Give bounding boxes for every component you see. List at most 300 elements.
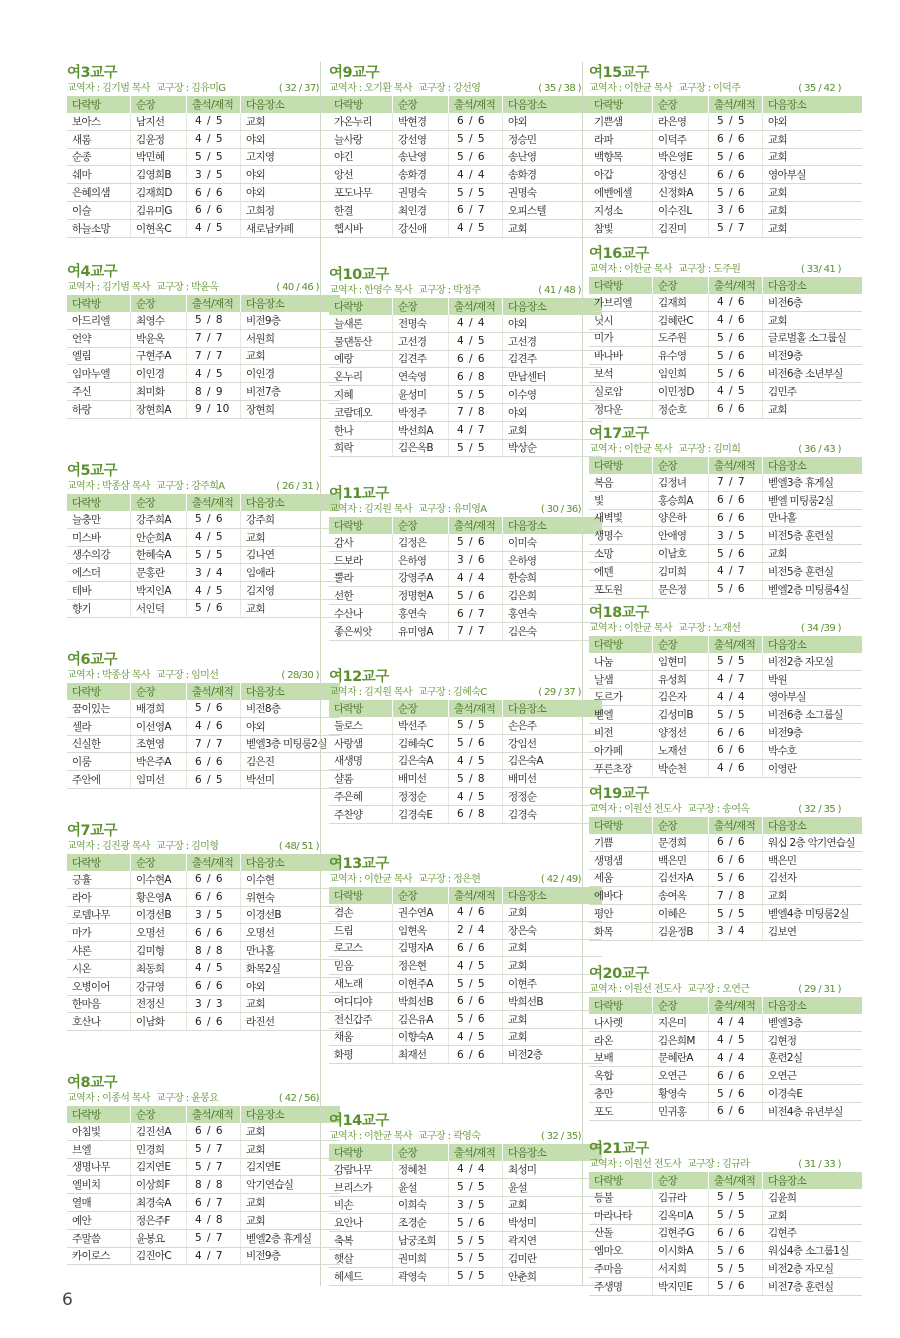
- group-table: [329, 887, 602, 1064]
- group-name-cell: 한나: [329, 421, 393, 439]
- attendance-cell: 6 / 6: [709, 1224, 763, 1242]
- group-name-cell: 은혜의샘: [67, 184, 131, 202]
- attendance-cell: 6 / 6: [709, 724, 763, 742]
- group-name-cell: 소망: [589, 545, 653, 563]
- group-name-cell: 비전: [589, 724, 653, 742]
- attendance-cell: 3 / 5: [449, 1196, 503, 1214]
- district-title: 여7교구: [67, 823, 118, 839]
- leader-name-cell: 송여옥: [653, 887, 709, 905]
- leader-name-cell: 박현경: [393, 113, 449, 130]
- district-title: 여6교구: [67, 652, 118, 668]
- attendance-cell: 4 / 7: [709, 670, 763, 688]
- table-row: [67, 924, 340, 942]
- attendance-cell: 4 / 5: [187, 365, 241, 383]
- attendance-cell: 4 / 7: [709, 562, 763, 580]
- table-header-row: [67, 96, 340, 113]
- leader-label: 교구장 : 김규라: [687, 1159, 750, 1170]
- leader-name-cell: 김경숙E: [393, 805, 449, 823]
- leader-name-cell: 강규영: [131, 977, 187, 995]
- group-name-cell: 주안에: [67, 771, 131, 789]
- leader-name-cell: 김진미: [653, 219, 709, 237]
- column-header: 출석/재적: [187, 96, 241, 113]
- next-place-cell: 백은민: [763, 851, 863, 869]
- next-place-cell: 김은숙: [503, 622, 603, 640]
- next-place-cell: 박성미: [503, 1214, 603, 1232]
- leader-name-cell: 김재희D: [131, 184, 187, 202]
- group-name-cell: 새벽빛: [589, 509, 653, 527]
- district-meta: [67, 669, 325, 682]
- table-row: [329, 534, 602, 551]
- table-row: [329, 166, 602, 184]
- group-name-cell: 수산나: [329, 605, 393, 623]
- column-header: 다음장소: [763, 277, 863, 294]
- attendance-cell: 5 / 6: [187, 700, 241, 717]
- table-header-row: [67, 683, 340, 700]
- leader-name-cell: 은하영: [393, 551, 449, 569]
- table-row: [589, 545, 862, 563]
- table-row: [589, 706, 862, 724]
- table-row: [589, 148, 862, 166]
- next-place-cell: 김현정: [763, 1031, 863, 1049]
- next-place-cell: 김현주: [763, 1224, 863, 1242]
- table-row: [589, 113, 862, 130]
- next-place-cell: 교회: [503, 1028, 603, 1046]
- attendance-cell: 6 / 6: [709, 741, 763, 759]
- attendance-ratio: ( 28/30 ): [281, 670, 319, 681]
- attendance-ratio: ( 33/ 41 ): [800, 264, 841, 275]
- attendance-cell: 3 / 4: [187, 564, 241, 582]
- group-name-cell: 하늘소망: [67, 219, 131, 237]
- group-name-cell: 아가페: [589, 741, 653, 759]
- table-row: [589, 562, 862, 580]
- table-row: [329, 386, 602, 404]
- table-row: [329, 148, 602, 166]
- next-place-cell: 이미숙: [503, 534, 603, 551]
- table-row: [329, 113, 602, 130]
- next-place-cell: 안춘희: [503, 1267, 603, 1285]
- column-header: 다음장소: [763, 457, 863, 474]
- leader-name-cell: 권명숙: [393, 184, 449, 202]
- table-header-row: [67, 854, 340, 871]
- table-row: [329, 439, 602, 457]
- group-name-cell: 화목: [589, 922, 653, 940]
- group-name-cell: 보석: [589, 365, 653, 383]
- attendance-cell: 5 / 5: [709, 1189, 763, 1206]
- group-name-cell: 샬롬: [329, 770, 393, 788]
- group-name-cell: 지혜: [329, 386, 393, 404]
- group-name-cell: 실로암: [589, 382, 653, 400]
- group-name-cell: 축복: [329, 1232, 393, 1250]
- table-row: [589, 347, 862, 365]
- group-name-cell: 평안: [589, 905, 653, 923]
- leader-name-cell: 이인경: [131, 365, 187, 383]
- table-row: [589, 166, 862, 184]
- leader-name-cell: 송화경: [393, 166, 449, 184]
- group-name-cell: 로고스: [329, 939, 393, 957]
- leader-name-cell: 김재희: [653, 294, 709, 311]
- pastor-label: 교역자 : 이원선 전도사: [589, 1159, 682, 1170]
- group-table: [589, 96, 862, 238]
- attendance-ratio: ( 26 / 31 ): [276, 481, 319, 492]
- column-header: 출석/재적: [187, 854, 241, 871]
- leader-name-cell: 김견주: [393, 350, 449, 368]
- table-row: [329, 219, 602, 237]
- attendance-cell: 7 / 8: [449, 403, 503, 421]
- leader-name-cell: 김규라: [653, 1189, 709, 1206]
- group-name-cell: 아갑: [589, 166, 653, 184]
- leader-name-cell: 김혜란C: [653, 311, 709, 329]
- column-header: 다음장소: [503, 1144, 603, 1161]
- attendance-cell: 4 / 7: [449, 421, 503, 439]
- attendance-cell: 5 / 6: [187, 599, 241, 617]
- attendance-cell: 5 / 6: [709, 580, 763, 598]
- column-header: 다음장소: [763, 817, 863, 834]
- group-table: [329, 1144, 602, 1286]
- next-place-cell: 교회: [241, 1194, 341, 1212]
- attendance-cell: 4 / 7: [187, 1247, 241, 1265]
- group-name-cell: 늘사랑: [329, 130, 393, 148]
- group-name-cell: 충만: [589, 1085, 653, 1103]
- attendance-cell: 6 / 6: [187, 184, 241, 202]
- attendance-cell: 6 / 7: [449, 605, 503, 623]
- table-row: [329, 939, 602, 957]
- leader-name-cell: 김현주G: [653, 1224, 709, 1242]
- table-row: [589, 653, 862, 670]
- attendance-cell: 3 / 4: [709, 922, 763, 940]
- column-header: 출석/재적: [709, 457, 763, 474]
- next-place-cell: 고선경: [503, 332, 603, 350]
- next-place-cell: 비전6층: [763, 294, 863, 311]
- column-header: 출석/재적: [449, 887, 503, 904]
- column-header: 출석/재적: [709, 96, 763, 113]
- group-table: [589, 457, 862, 599]
- attendance-cell: 4 / 4: [449, 569, 503, 587]
- attendance-cell: 2 / 4: [449, 921, 503, 939]
- table-row: [589, 1102, 862, 1120]
- group-name-cell: 빛: [589, 491, 653, 509]
- group-name-cell: 드림: [329, 921, 393, 939]
- group-name-cell: 포도나무: [329, 184, 393, 202]
- table-row: [329, 1028, 602, 1046]
- attendance-cell: 4 / 5: [187, 582, 241, 600]
- attendance-cell: 4 / 6: [709, 759, 763, 777]
- table-row: [329, 1267, 602, 1285]
- next-place-cell: 김선자: [763, 869, 863, 887]
- leader-name-cell: 이현옥C: [131, 219, 187, 237]
- table-row: [589, 905, 862, 923]
- table-row: [589, 311, 862, 329]
- column-header: 다락방: [67, 854, 131, 871]
- group-name-cell: 라아: [67, 888, 131, 906]
- group-table: [329, 298, 602, 457]
- district-meta: [67, 1092, 325, 1105]
- group-name-cell: 에벤에셀: [589, 184, 653, 202]
- attendance-cell: 4 / 5: [187, 528, 241, 546]
- attendance-ratio: ( 32 / 37): [278, 83, 319, 94]
- leader-label: 교구장 : 유미영A: [418, 504, 487, 515]
- table-row: [67, 511, 340, 528]
- column-header: 다락방: [67, 494, 131, 511]
- next-place-cell: 비전2층 자모실: [763, 653, 863, 670]
- group-table: [67, 295, 340, 419]
- leader-name-cell: 배미선: [393, 770, 449, 788]
- column-header: 다음장소: [763, 96, 863, 113]
- next-place-cell: 송화경: [503, 166, 603, 184]
- leader-name-cell: 임현옥: [393, 921, 449, 939]
- column-header: 다음장소: [241, 683, 341, 700]
- table-row: [67, 166, 340, 184]
- leader-label: 교구장 : 강주희A: [156, 481, 225, 492]
- column-header: 다락방: [329, 96, 393, 113]
- table-row: [329, 992, 602, 1010]
- group-name-cell: 마가: [67, 924, 131, 942]
- next-place-cell: 김경숙: [503, 805, 603, 823]
- attendance-cell: 5 / 6: [449, 587, 503, 605]
- table-row: [589, 1189, 862, 1206]
- group-name-cell: 카이로스: [67, 1247, 131, 1265]
- pastor-label: 교역자 : 김지원 목사: [329, 687, 412, 698]
- next-place-cell: 야외: [241, 166, 341, 184]
- attendance-cell: 5 / 6: [709, 1085, 763, 1103]
- table-header-row: [329, 700, 602, 717]
- column-header: 출석/재적: [449, 700, 503, 717]
- attendance-cell: 5 / 6: [449, 1010, 503, 1028]
- table-row: [67, 942, 340, 960]
- group-name-cell: 복음: [589, 474, 653, 491]
- district-meta: [589, 983, 847, 996]
- next-place-cell: 고지영: [241, 148, 341, 166]
- attendance-ratio: ( 34 /39 ): [800, 623, 841, 634]
- leader-label: 교구장 : 오연근: [687, 984, 750, 995]
- group-name-cell: 가브리엘: [589, 294, 653, 311]
- group-name-cell: 여디디야: [329, 992, 393, 1010]
- attendance-cell: 6 / 6: [449, 939, 503, 957]
- group-table: [67, 494, 340, 618]
- table-header-row: [329, 887, 602, 904]
- district-meta: [329, 1130, 587, 1143]
- group-table: [589, 277, 862, 419]
- leader-name-cell: 윤봉요: [131, 1229, 187, 1247]
- leader-name-cell: 강선영: [393, 130, 449, 148]
- group-name-cell: 호산나: [67, 1013, 131, 1031]
- leader-label: 교구장 : 박윤옥: [156, 282, 219, 293]
- table-row: [589, 724, 862, 742]
- district-meta: [67, 82, 325, 95]
- district-block: [589, 1141, 847, 1296]
- table-row: [67, 148, 340, 166]
- group-name-cell: 코람데오: [329, 403, 393, 421]
- leader-name-cell: 양은하: [653, 509, 709, 527]
- column-header: 순장: [393, 887, 449, 904]
- leader-name-cell: 윤설: [393, 1178, 449, 1196]
- leader-name-cell: 오명선: [131, 924, 187, 942]
- next-place-cell: 장현희: [241, 400, 341, 418]
- attendance-cell: 6 / 6: [187, 888, 241, 906]
- table-row: [67, 546, 340, 564]
- district-title: 여5교구: [67, 463, 118, 479]
- leader-name-cell: 문홍란: [131, 564, 187, 582]
- column-header: 다음장소: [241, 295, 341, 312]
- group-name-cell: 향기: [67, 599, 131, 617]
- attendance-cell: 6 / 6: [709, 509, 763, 527]
- group-name-cell: 에바다: [589, 887, 653, 905]
- next-place-cell: 비전2층 자모실: [763, 1260, 863, 1278]
- table-row: [329, 805, 602, 823]
- group-name-cell: 브엘: [67, 1140, 131, 1158]
- table-row: [67, 329, 340, 347]
- leader-name-cell: 최경숙A: [131, 1194, 187, 1212]
- attendance-cell: 5 / 5: [709, 1206, 763, 1224]
- attendance-cell: 6 / 6: [709, 166, 763, 184]
- table-row: [67, 959, 340, 977]
- page-number: 6: [62, 1290, 73, 1310]
- table-row: [329, 717, 602, 734]
- attendance-cell: 6 / 6: [187, 1013, 241, 1031]
- table-header-row: [589, 636, 862, 653]
- leader-name-cell: 임현미: [653, 653, 709, 670]
- leader-name-cell: 신정화A: [653, 184, 709, 202]
- table-header-row: [67, 295, 340, 312]
- group-name-cell: 쉐마: [67, 166, 131, 184]
- attendance-cell: 5 / 6: [709, 148, 763, 166]
- next-place-cell: 교회: [241, 528, 341, 546]
- column-header: 순장: [131, 1106, 187, 1123]
- column-header: 출석/재적: [187, 1106, 241, 1123]
- leader-name-cell: 홍연숙: [393, 605, 449, 623]
- table-row: [329, 788, 602, 806]
- attendance-cell: 6 / 8: [449, 368, 503, 386]
- table-header-row: [589, 96, 862, 113]
- next-place-cell: 정정순: [503, 788, 603, 806]
- column-divider: [320, 62, 321, 1286]
- attendance-cell: 3 / 5: [187, 166, 241, 184]
- leader-name-cell: 문혜란A: [653, 1049, 709, 1067]
- next-place-cell: 비전7층: [241, 383, 341, 401]
- group-name-cell: 백향목: [589, 148, 653, 166]
- group-name-cell: 오병이어: [67, 977, 131, 995]
- district-meta: [67, 480, 325, 493]
- column-header: 출석/재적: [709, 277, 763, 294]
- district-block: [589, 246, 847, 419]
- leader-name-cell: 김진선A: [131, 1123, 187, 1140]
- district-meta: [589, 622, 847, 635]
- group-table: [589, 636, 862, 778]
- district-block: [67, 823, 325, 1031]
- attendance-cell: 5 / 7: [187, 1158, 241, 1176]
- attendance-cell: 5 / 7: [709, 219, 763, 237]
- group-name-cell: 감람나무: [329, 1161, 393, 1178]
- next-place-cell: 교회: [763, 184, 863, 202]
- district-block: [329, 856, 587, 1064]
- leader-name-cell: 노재선: [653, 741, 709, 759]
- table-header-row: [329, 96, 602, 113]
- attendance-cell: 5 / 6: [709, 184, 763, 202]
- table-row: [329, 201, 602, 219]
- leader-name-cell: 김미희: [653, 562, 709, 580]
- next-place-cell: 박수호: [763, 741, 863, 759]
- group-name-cell: 주신: [67, 383, 131, 401]
- leader-name-cell: 박순천: [653, 759, 709, 777]
- attendance-cell: 3 / 5: [709, 527, 763, 545]
- leader-name-cell: 정은주F: [131, 1211, 187, 1229]
- next-place-cell: 만나홀: [241, 942, 341, 960]
- column-header: 다락방: [589, 817, 653, 834]
- column-header: 다음장소: [241, 96, 341, 113]
- table-row: [589, 670, 862, 688]
- next-place-cell: 비전9층: [763, 724, 863, 742]
- group-name-cell: 로뎀나무: [67, 906, 131, 924]
- attendance-cell: 4 / 5: [187, 130, 241, 148]
- leader-name-cell: 김혜숙C: [393, 734, 449, 752]
- next-place-cell: 교회: [763, 887, 863, 905]
- leader-name-cell: 이남호: [653, 545, 709, 563]
- next-place-cell: 교회: [241, 1140, 341, 1158]
- next-place-cell: 교회: [503, 219, 603, 237]
- attendance-ratio: ( 32 / 35 ): [798, 804, 841, 815]
- leader-name-cell: 박희선B: [393, 992, 449, 1010]
- next-place-cell: 교회: [503, 421, 603, 439]
- group-name-cell: 날샘: [589, 670, 653, 688]
- group-name-cell: 둘로스: [329, 717, 393, 734]
- next-place-cell: 새로남카페: [241, 219, 341, 237]
- attendance-cell: 5 / 5: [449, 1178, 503, 1196]
- district-title: 여3교구: [67, 65, 118, 81]
- next-place-cell: 만남센터: [503, 368, 603, 386]
- next-place-cell: 교회: [763, 1206, 863, 1224]
- attendance-cell: 7 / 7: [187, 329, 241, 347]
- column-header: 다음장소: [503, 298, 603, 315]
- leader-name-cell: 정명현A: [393, 587, 449, 605]
- next-place-cell: 김미란: [503, 1249, 603, 1267]
- next-place-cell: 화목2실: [241, 959, 341, 977]
- table-row: [329, 403, 602, 421]
- next-place-cell: 김은숙A: [503, 752, 603, 770]
- district-title: 여10교구: [329, 267, 389, 283]
- table-header-row: [329, 298, 602, 315]
- leader-name-cell: 김유미G: [131, 201, 187, 219]
- leader-name-cell: 김윤정: [131, 130, 187, 148]
- group-table: [67, 96, 340, 238]
- next-place-cell: 벧엘 미팅룸2실: [763, 491, 863, 509]
- group-name-cell: 생수의강: [67, 546, 131, 564]
- leader-name-cell: 박윤옥: [131, 329, 187, 347]
- group-table: [67, 683, 340, 789]
- next-place-cell: 야외: [503, 315, 603, 332]
- pastor-label: 교역자 : 박종삼 목사: [67, 481, 150, 492]
- next-place-cell: 김민주: [763, 382, 863, 400]
- leader-name-cell: 김옥미A: [653, 1206, 709, 1224]
- attendance-cell: 3 / 6: [709, 201, 763, 219]
- leader-name-cell: 최미화: [131, 383, 187, 401]
- attendance-cell: 7 / 7: [187, 347, 241, 365]
- pastor-label: 교역자 : 이한균 목사: [329, 874, 412, 885]
- column-header: 다락방: [329, 298, 393, 315]
- attendance-cell: 5 / 5: [187, 148, 241, 166]
- table-row: [329, 551, 602, 569]
- group-name-cell: 주마음: [589, 1260, 653, 1278]
- leader-name-cell: 안애영: [653, 527, 709, 545]
- group-table: [329, 517, 602, 641]
- next-place-cell: 비전4층 유년부실: [763, 1102, 863, 1120]
- district-meta: [589, 82, 847, 95]
- group-name-cell: 새노래: [329, 975, 393, 993]
- column-header: 다음장소: [503, 96, 603, 113]
- table-row: [329, 921, 602, 939]
- group-name-cell: 온누리: [329, 368, 393, 386]
- leader-name-cell: 남궁조희: [393, 1232, 449, 1250]
- leader-name-cell: 박지인A: [131, 582, 187, 600]
- next-place-cell: 야외: [241, 130, 341, 148]
